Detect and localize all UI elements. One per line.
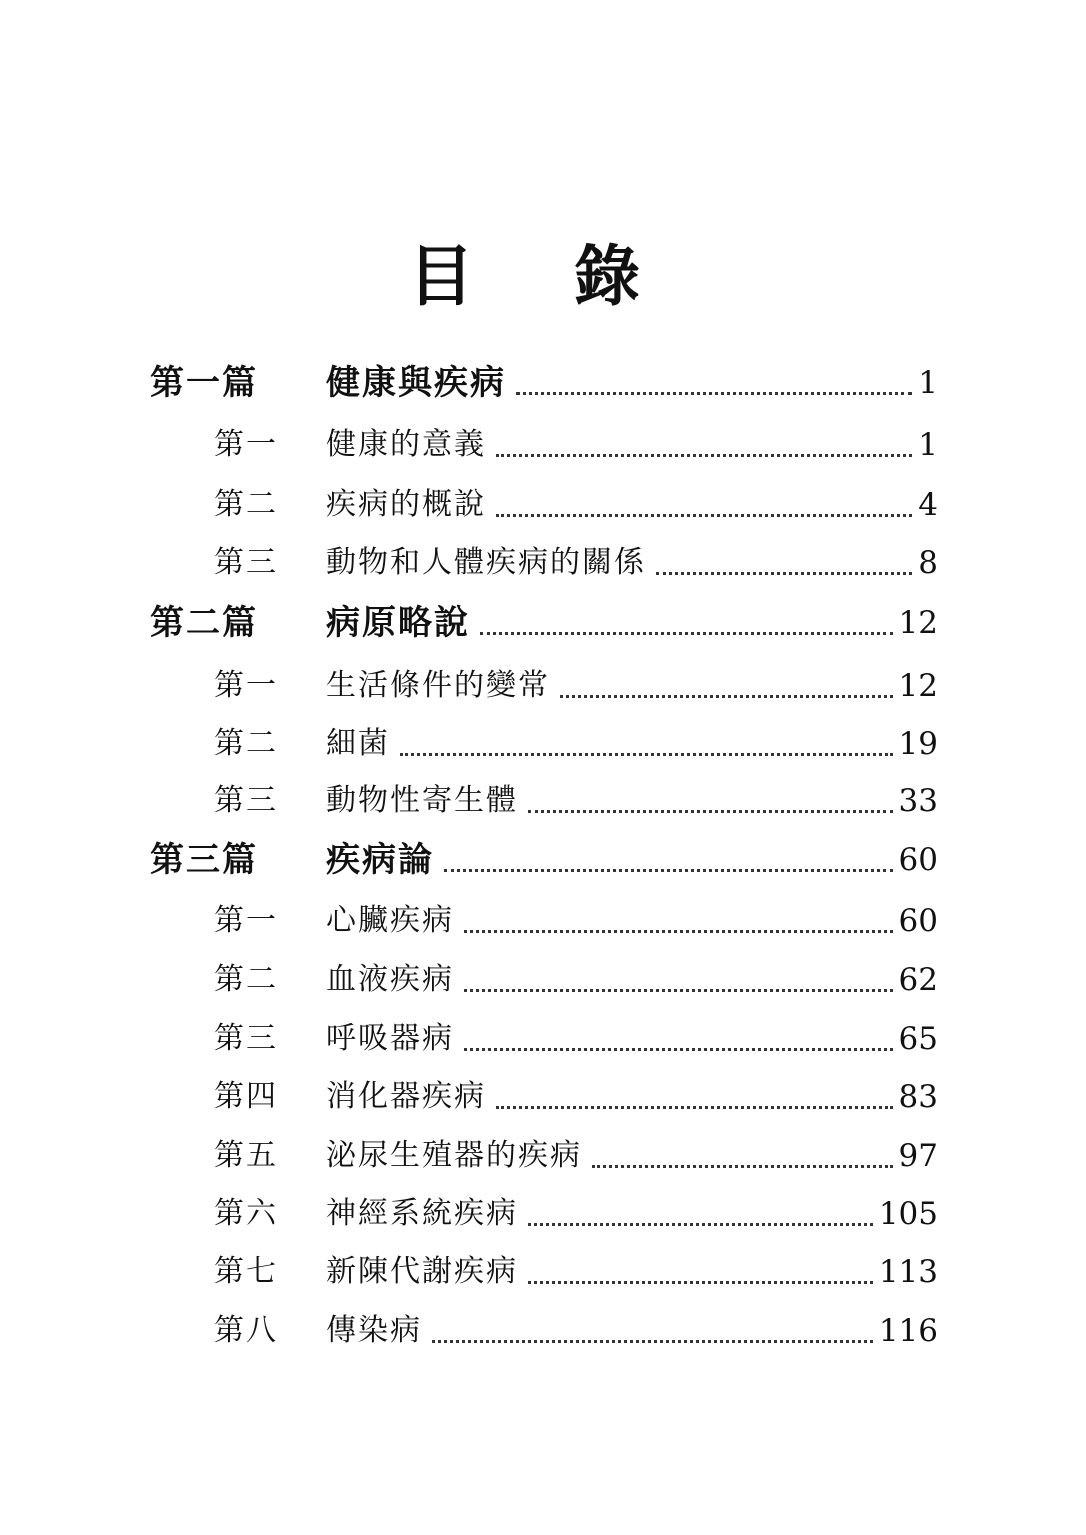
toc-entry-page-number: 19 <box>898 726 938 762</box>
toc-entry-page-number: 83 <box>898 1079 938 1115</box>
toc-entry-title: 健康與疾病 <box>326 363 506 403</box>
toc-entry-page-number: 4 <box>918 487 938 523</box>
toc-entry-label: 第一 <box>214 427 278 462</box>
dot-leader <box>464 952 893 1008</box>
toc-entry-title: 血液疾病 <box>326 962 454 997</box>
toc-chapter-entry[interactable] <box>0 952 1086 1008</box>
dot-leader <box>592 1128 893 1184</box>
toc-entry-title: 消化器疾病 <box>326 1079 486 1114</box>
toc-entry-label: 第三 <box>214 1021 278 1056</box>
dot-leader <box>496 477 912 533</box>
toc-chapter-entry[interactable] <box>0 893 1086 949</box>
toc-entry-page-number: 62 <box>898 962 938 998</box>
toc-entry-title: 細菌 <box>326 726 390 761</box>
page-title <box>0 236 1086 316</box>
toc-entry-label: 第五 <box>214 1138 278 1173</box>
toc-entry-label: 第三 <box>214 783 278 818</box>
toc-entry-title: 動物和人體疾病的關係 <box>326 545 646 580</box>
dot-leader <box>480 595 893 651</box>
toc-part-entry[interactable] <box>0 355 1086 411</box>
toc-entry-label: 第三篇 <box>150 840 258 880</box>
toc-entry-label: 第八 <box>214 1313 278 1348</box>
toc-entry-page-number: 116 <box>878 1313 938 1349</box>
toc-part-entry[interactable] <box>0 832 1086 888</box>
toc-chapter-entry[interactable] <box>0 1303 1086 1359</box>
toc-entry-page-number: 12 <box>898 605 938 641</box>
toc-entry-label: 第三 <box>214 545 278 580</box>
toc-entry-title: 傳染病 <box>326 1313 422 1348</box>
dot-leader <box>496 1069 893 1125</box>
title-char-2: 錄 <box>574 237 640 315</box>
dot-leader <box>444 832 893 888</box>
dot-leader <box>656 535 912 591</box>
toc-entry-title: 動物性寄生體 <box>326 783 518 818</box>
toc-entry-page-number: 8 <box>918 545 938 581</box>
dot-leader <box>432 1303 873 1359</box>
toc-entry-title: 疾病的概說 <box>326 487 486 522</box>
toc-entry-page-number: 1 <box>918 365 938 401</box>
toc-chapter-entry[interactable] <box>0 773 1086 829</box>
toc-entry-title: 神經系統疾病 <box>326 1196 518 1231</box>
toc-entry-label: 第二 <box>214 962 278 997</box>
toc-entry-label: 第一 <box>214 668 278 703</box>
dot-leader <box>528 1244 873 1300</box>
toc-chapter-entry[interactable] <box>0 477 1086 533</box>
toc-entry-label: 第二 <box>214 726 278 761</box>
dot-leader <box>516 355 912 411</box>
dot-leader <box>528 1186 873 1242</box>
toc-entry-title: 生活條件的變常 <box>326 668 550 703</box>
toc-entry-title: 疾病論 <box>326 840 434 880</box>
toc-entry-label: 第二 <box>214 487 278 522</box>
toc-entry-label: 第二篇 <box>150 603 258 643</box>
toc-entry-page-number: 105 <box>878 1196 938 1232</box>
toc-entry-page-number: 33 <box>898 783 938 819</box>
toc-entry-title: 新陳代謝疾病 <box>326 1254 518 1289</box>
toc-chapter-entry[interactable] <box>0 417 1086 473</box>
toc-entry-label: 第四 <box>214 1079 278 1114</box>
toc-entry-page-number: 1 <box>918 427 938 463</box>
toc-entry-title: 病原略說 <box>326 603 470 643</box>
toc-entry-page-number: 12 <box>898 668 938 704</box>
toc-entry-label: 第一篇 <box>150 363 258 403</box>
toc-entry-title: 呼吸器病 <box>326 1021 454 1056</box>
toc-chapter-entry[interactable] <box>0 1186 1086 1242</box>
toc-entry-title: 心臟疾病 <box>326 903 454 938</box>
toc-entry-label: 第七 <box>214 1254 278 1289</box>
toc-chapter-entry[interactable] <box>0 658 1086 714</box>
toc-entry-page-number: 113 <box>878 1254 938 1290</box>
toc-entry-label: 第六 <box>214 1196 278 1231</box>
toc-entry-label: 第一 <box>214 903 278 938</box>
toc-entry-page-number: 97 <box>898 1138 938 1174</box>
dot-leader <box>496 417 912 473</box>
dot-leader <box>464 893 893 949</box>
toc-entry-page-number: 60 <box>898 842 938 878</box>
toc-chapter-entry[interactable] <box>0 1069 1086 1125</box>
toc-entry-title: 泌尿生殖器的疾病 <box>326 1138 582 1173</box>
dot-leader <box>560 658 893 714</box>
toc-chapter-entry[interactable] <box>0 1244 1086 1300</box>
toc-part-entry[interactable] <box>0 595 1086 651</box>
toc-entry-page-number: 60 <box>898 903 938 939</box>
toc-entry-page-number: 65 <box>898 1021 938 1057</box>
toc-chapter-entry[interactable] <box>0 535 1086 591</box>
dot-leader <box>400 716 893 772</box>
dot-leader <box>528 773 893 829</box>
toc-chapter-entry[interactable] <box>0 716 1086 772</box>
dot-leader <box>464 1011 893 1067</box>
toc-entry-title: 健康的意義 <box>326 427 486 462</box>
toc-chapter-entry[interactable] <box>0 1011 1086 1067</box>
title-char-1: 目 <box>408 237 474 315</box>
toc-chapter-entry[interactable] <box>0 1128 1086 1184</box>
